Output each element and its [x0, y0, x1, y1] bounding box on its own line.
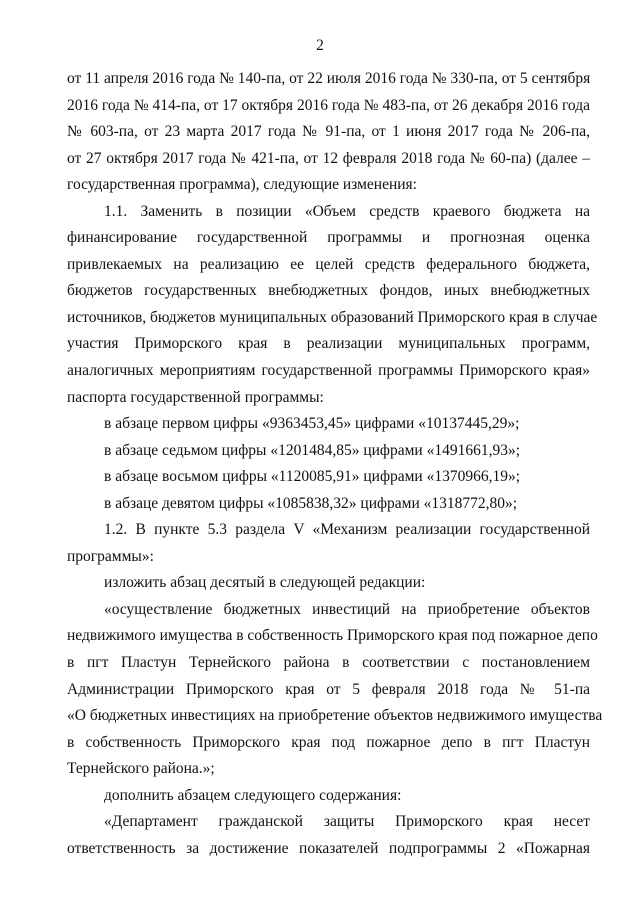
- text-line: в пгт Пластун Тернейского района в соответствии с постановлением: [67, 654, 590, 672]
- text-line: от 11 апреля 2016 года № 140-па, от 22 июля 2016 года № 330-па, от 5 сентября: [67, 70, 591, 87]
- text-line: от 27 октября 2017 года № 421-па, от 12 февраля 2018 года № 60-па) (далее –: [67, 149, 590, 167]
- text-line: Тернейского района.»;: [67, 760, 215, 778]
- text-line: аналогичных мероприятиям государственной программы Приморского края»: [67, 362, 590, 380]
- text-line: источников, бюджетов муниципальных образований Приморского края в случае: [67, 308, 598, 326]
- text-line: «О бюджетных инвестициях на приобретение объектов недвижимого имущества: [67, 707, 603, 725]
- text-line: № 603-па, от 23 марта 2017 года № 91-па, от 1 июня 2017 года № 206-па,: [67, 123, 590, 141]
- text-line: в абзаце седьмом цифры «1201484,85» цифрами «1491661,93»;: [104, 441, 521, 459]
- text-line: недвижимого имущества в собственность Приморского края под пожарное депо: [67, 627, 598, 645]
- text-line: программы»:: [67, 547, 154, 565]
- document-body: [67, 66, 603, 862]
- text-line: паспорта государственной программы:: [67, 388, 324, 406]
- text-line: участия Приморского края в реализации муниципальных программ,: [67, 335, 590, 353]
- text-line: финансирование государственной программы и прогнозная оценка: [67, 229, 590, 247]
- text-line: изложить абзац десятый в следующей редакции:: [104, 574, 426, 592]
- text-line: Администрации Приморского края от 5 февраля 2018 года № 51-па: [67, 680, 590, 698]
- text-line: государственная программа), следующие изменения:: [67, 176, 417, 194]
- text-line: 1.1. Заменить в позиции «Объем средств краевого бюджета на: [104, 202, 590, 220]
- text-line: в абзаце первом цифры «9363453,45» цифрами «10137445,29»;: [104, 415, 520, 433]
- text-line: «Департамент гражданской защиты Приморского края несет: [104, 813, 590, 831]
- text-line: «осуществление бюджетных инвестиций на приобретение объектов: [104, 600, 590, 618]
- text-line: бюджетов государственных внебюджетных фондов, иных внебюджетных: [67, 282, 590, 300]
- text-line: в абзаце девятом цифры «1085838,32» цифрами «1318772,80»;: [104, 494, 518, 512]
- page-number: 2: [316, 37, 324, 54]
- text-line: в абзаце восьмом цифры «1120085,91» цифрами «1370966,19»;: [104, 468, 521, 486]
- text-line: ответственность за достижение показателей подпрограммы 2 «Пожарная: [67, 839, 590, 857]
- text-line: дополнить абзацем следующего содержания:: [104, 786, 402, 804]
- text-line: в собственность Приморского края под пожарное депо в пгт Пластун: [67, 733, 590, 751]
- text-line: 2016 года № 414-па, от 17 октября 2016 года № 483-па, от 26 декабря 2016 года: [67, 96, 590, 114]
- text-line: привлекаемых на реализацию ее целей средств федерального бюджета,: [67, 255, 590, 273]
- text-line: 1.2. В пункте 5.3 раздела V «Механизм реализации государственной: [104, 521, 590, 539]
